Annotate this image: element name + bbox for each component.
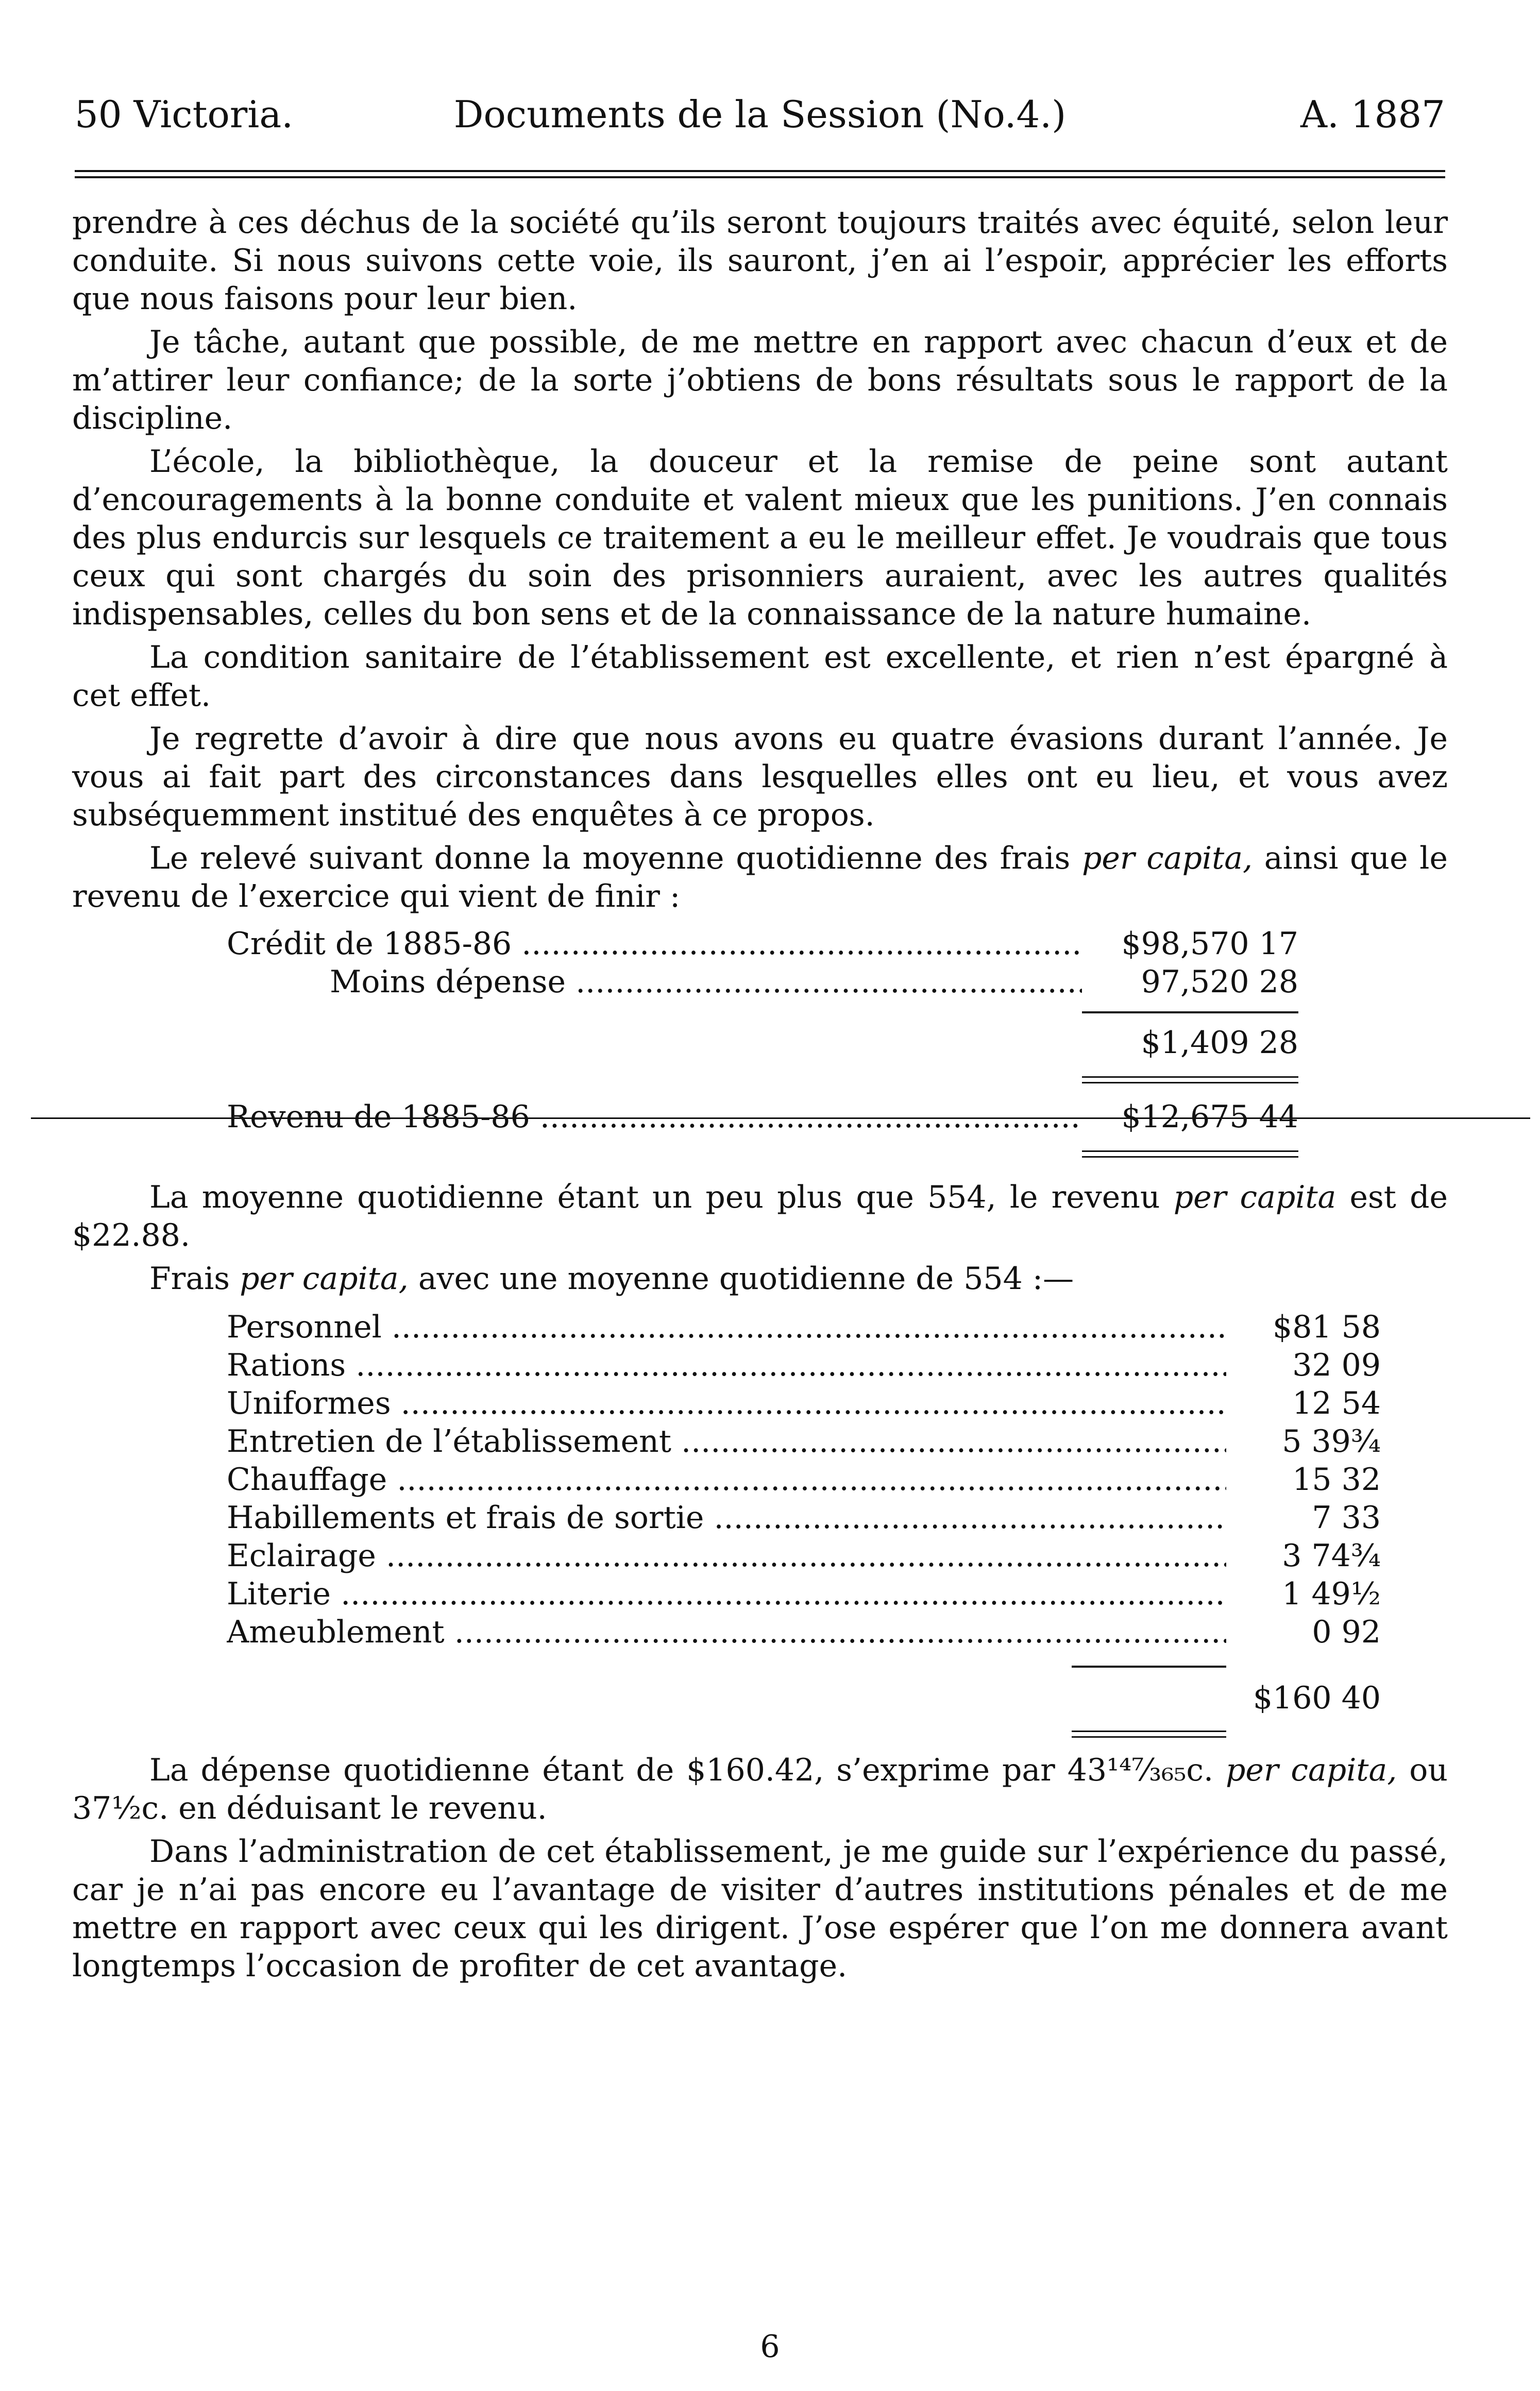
paragraph-sanitaire: La condition sanitaire de l’établissement est excellente, et rien n’est épargné à cet effet. [72,639,1448,714]
frais-label: Habillements et frais de sortie ..... [227,1499,1226,1537]
frais-table [72,1308,1448,1738]
page-body [72,204,1448,1990]
moins-amount: 97,520 28 [1141,964,1298,1000]
frais-amount: 0 92 [1312,1614,1381,1650]
frais-amount: 1 49½ [1282,1576,1381,1612]
frais-row [227,1499,1381,1537]
frais-amount: 3 74¾ [1282,1538,1381,1574]
paragraph-depense: La dépense quotidienne étant de $160.42, s’exprime par 43¹⁴⁷⁄₃₆₅c. per capita, ou 37½c. en déduisant le revenu. [72,1752,1448,1826]
balance-row [227,1024,1298,1062]
header-session: 50 Victoria. [75,93,294,136]
frais-row [227,1346,1381,1384]
revenu-label: Revenu de 1885-86 ..... [227,1098,1082,1136]
frais-sum-rule [1072,1666,1226,1668]
paragraph-evasions: Je regrette d’avoir à dire que nous avons eu quatre évasions durant l’année. Je vous ai fait part des circonstances dans lesquelles elles ont eu lieu, et vous avez subséquemment institué des enquêtes à ce propos. [72,721,1448,833]
paragraph-releve: Le relevé suivant donne la moyenne quotidienne des frais per capita, ainsi que le revenu de l’exercice qui vient de finir : [72,840,1448,914]
paragraph-ecole: L’école, la bibliothèque, la douceur et la remise de peine sont autant d’encouragements à la bonne conduite et valent mieux que les punitions. J’en connais des plus endurcis sur lesquels ce traitement a eu le meilleur effet. Je voudrais que tous ceux qui sont chargés du soin des prisonniers auraient, avec les autres qualités indispensables, celles du bon sens et de la connaissance de la nature humaine. [72,444,1448,632]
revenu-strike-line [31,1117,1530,1119]
frais-amount: $81 58 [1273,1309,1381,1345]
credit-amount: $98,570 17 [1121,926,1298,962]
frais-row [227,1575,1381,1613]
frais-row [227,1537,1381,1575]
balance-amount: $1,409 28 [1141,1025,1298,1061]
frais-label: Entretien de l’établissement ..... [227,1422,1226,1461]
frais-label: Uniformes ..... [227,1384,1226,1422]
paragraph-continuation: prendre à ces déchus de la société qu’ils seront toujours traités avec équité, selon leur conduite. Si nous suivons cette voie, ils sauront, j’en ai l’espoir, apprécier les efforts que nous faisons pour leur bien. [72,205,1448,317]
header-year: A. 1887 [1300,93,1445,136]
frais-label: Eclairage ..... [227,1537,1226,1575]
frais-row [227,1613,1381,1651]
frais-amount: 32 09 [1292,1347,1381,1383]
paragraph-rapport: Je tâche, autant que possible, de me mettre en rapport avec chacun d’eux et de m’attirer leur confiance; de la sorte j’obtiens de bons résultats sous le rapport de la discipline. [72,324,1448,436]
page-number: 6 [760,2329,780,2365]
running-header [75,93,1445,139]
paragraph-administration: Dans l’administration de cet établissement, je me guide sur l’expérience du passé, car je n’ai pas encore eu l’avantage de visiter d’autres institutions pénales et de me mettre en rapport avec ceux qui les dirigent. J’ose espérer que l’on me donnera avant longtemps l’occasion de profiter de cet avantage. [72,1834,1448,1984]
credit-label: Crédit de 1885-86 ..... [227,925,1082,963]
paragraph-moyenne: La moyenne quotidienne étant un peu plus que 554, le revenu per capita est de $22.88. [72,1179,1448,1253]
frais-label: Literie ..... [227,1575,1226,1613]
revenu-row [227,1098,1298,1136]
paragraph-frais-intro: Frais per capita, avec une moyenne quotidienne de 554 :— [149,1261,1074,1297]
header-title: Documents de la Session (No.4.) [453,93,1067,136]
frais-label: Chauffage ..... [227,1461,1226,1499]
frais-row [227,1461,1381,1499]
moins-row [227,963,1298,1001]
frais-amount: 5 39¾ [1282,1423,1381,1460]
finance-statement [72,925,1448,1158]
frais-amount: 7 33 [1312,1500,1381,1536]
frais-total-amount: $160 40 [1253,1680,1381,1716]
frais-row [227,1308,1381,1346]
frais-row [227,1422,1381,1461]
revenu-double-rule [1082,1150,1298,1158]
frais-amount: 15 32 [1292,1462,1381,1498]
moins-label: Moins dépense ..... [330,963,1082,1001]
balance-double-rule [1082,1076,1298,1083]
sum-rule [1082,1011,1298,1013]
frais-label: Ameublement ..... [227,1613,1226,1651]
revenu-amount: $12,675 44 [1121,1099,1298,1135]
frais-double-rule [1072,1731,1226,1738]
frais-amount: 12 54 [1292,1385,1381,1421]
header-double-rule [75,170,1445,178]
frais-row [227,1384,1381,1422]
frais-total-row [227,1679,1381,1717]
frais-label: Rations ..... [227,1346,1226,1384]
frais-label: Personnel ..... [227,1308,1226,1346]
credit-row [227,925,1298,963]
